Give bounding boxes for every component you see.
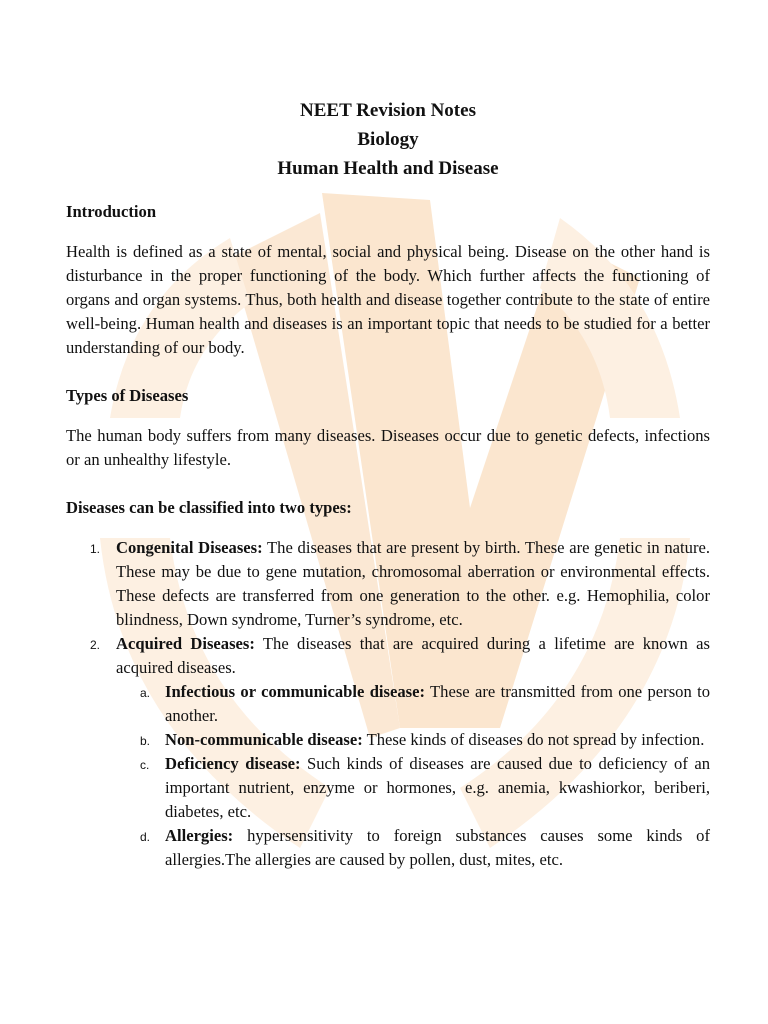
sublist-item-text: Such kinds of diseases are caused due to deficiency of an important nutrient, enzyme or hormones, e.g. anemia, kwashiorkor, beriberi, diabetes, etc. — [165, 754, 711, 821]
title-block — [66, 96, 710, 183]
sublist-marker: a. — [140, 686, 151, 700]
sublist-item-non-communicable — [116, 728, 710, 752]
sublist-item-allergies — [116, 824, 710, 872]
sublist-marker: d. — [140, 830, 151, 844]
list-marker: 1. — [90, 542, 101, 556]
acquired-subtypes-list — [116, 680, 710, 872]
list-item-text: The diseases that are acquired during a lifetime are known as acquired diseases. — [116, 634, 710, 677]
title-line-3: Human Health and Disease — [277, 158, 499, 179]
sublist-item-term: Infectious or communicable disease: — [165, 682, 425, 701]
sublist-item-text: hypersensitivity to foreign substances causes some kinds of allergies.The allergies are caused by pollen, dust, mites, etc. — [165, 826, 710, 869]
document-content — [66, 96, 710, 872]
sublist-item-text: These are transmitted from one person to another. — [165, 682, 710, 725]
sublist-marker: c. — [140, 758, 150, 772]
sublist-item-term: Deficiency disease: — [165, 754, 301, 773]
list-item-congenital — [66, 536, 710, 632]
disease-types-list — [66, 536, 710, 872]
list-item-term: Acquired Diseases: — [116, 634, 255, 653]
list-marker: 2. — [90, 638, 101, 652]
section-heading-types-of-diseases: Types of Diseases — [66, 386, 189, 405]
sublist-marker: b. — [140, 734, 151, 748]
list-item-term: Congenital Diseases: — [116, 538, 263, 557]
paragraph-types-of-diseases: The human body suffers from many diseases. Diseases occur due to genetic defects, infections or an unhealthy lifestyle. — [66, 426, 710, 469]
sublist-item-term: Allergies: — [165, 826, 234, 845]
list-item-acquired — [66, 632, 710, 872]
sublist-item-text: These kinds of diseases do not spread by infection. — [362, 730, 705, 749]
title-line-2: Biology — [357, 129, 419, 150]
paragraph-introduction: Health is defined as a state of mental, social and physical being. Disease on the other hand is disturbance in the proper functioning of the body. Which further affects the functioning of organs and organ systems. Thus, both health and disease together contribute to the state of entire well-being. Human health and diseases is an important topic that needs to be studied for a better understanding of our body. — [66, 242, 710, 357]
sublist-item-deficiency — [116, 752, 710, 824]
sublist-item-term: Non-communicable disease: — [165, 730, 363, 749]
list-item-text: The diseases that are present by birth. These are genetic in nature. These may be due to gene mutation, chromosomal aberration or environmental effects. These defects are transferred from one generation to the other. e.g. Hemophilia, color blindness, Down syndrome, Turner’s syndrome, etc. — [116, 538, 710, 629]
section-heading-classification: Diseases can be classified into two types: — [66, 498, 352, 517]
section-heading-introduction: Introduction — [66, 202, 157, 221]
title-line-1: NEET Revision Notes — [300, 100, 476, 121]
document-page — [0, 88, 768, 934]
sublist-item-infectious — [116, 680, 710, 728]
